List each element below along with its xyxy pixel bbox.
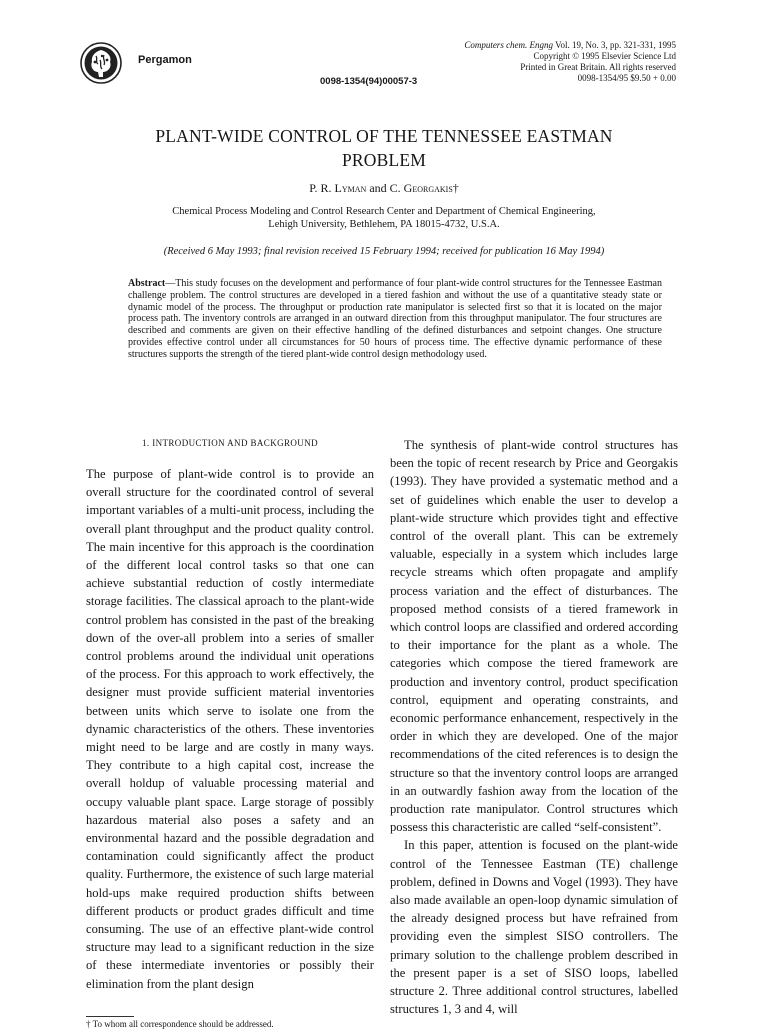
body-paragraph: In this paper, attention is focused on the plant-wide control of the Tennessee Eastman (TE) challenge problem, defined in Downs and Vogel (1993). They have also made available an open-loop dynamic simulation of the already designed process but have refrained from providing even the simplest SISO controllers. The primary solution to the challenge problem described in the present paper is a set of SISO loops, labelled structure 2. Three additional control structures, labelled structures 1, 3 and 4, will [390,838,678,1017]
abstract-text: —This study focuses on the development and performance of four plant-wide control structures for the Tennessee Eastman challenge problem. The control structures are developed in a tiered fashion and without the use of a quantitative steady state or dynamic model of the process. The throughput or production rate manipulator is selected first so that it is located on the major process path. The inventory controls are arranged in an outward direction from this throughput manipulator. The four structures are described and comments are given on their effective handling of the defined disturbances and setpoint changes. One structure provides effective control under all circumstances for 50 hours of process time. The effective dynamic performance of these structures supports the strength of the tiered plant-wide control design methodology used. [128,278,662,360]
journal-name: Computers chem. Engng [464,40,554,50]
authors-and: and [366,181,390,195]
dagger-mark: † [452,181,459,195]
journal-line [464,40,676,51]
journal-meta: Vol. 19, No. 3, pp. 321-331, 1995 [555,40,676,50]
author-2-name: Georgakis [403,181,453,195]
price-code: 0098-1354/95 $9.50 + 0.00 [577,73,676,83]
abstract [128,278,662,361]
publication-info [464,40,676,84]
footnote-rule [86,1016,134,1017]
author-1-initials: P. R. [309,181,335,195]
body-paragraph: The purpose of plant-wide control is to provide an overall structure for the coordinated control of several important variables of a multi-unit process, including the overall plant throughput and the product quality control. The main incentive for this approach is the coordination of the different local control tasks so that one can achieve substantial reduction of costly intermediate storage facilities. The classical aproach to the plant-wide control problem has consisted in the past of the breaking down of the over-all problem into a series of smaller control problems around the individual unit operations of the process. For this approach to work effectively, the designer must provide sufficient material inventories between units which serve to isolate one from the dynamic characteristics of the others. These inventories might need to be large and are costly in many ways. They contribute to a high capital cost, increase the overall holdup of valuable processing material and occupy valuable plant space. Large storage of possibly hazardous material also poses a safety and an environmental hazard and the possible degradation and contamination could significantly affect the product quality. Furthermore, the existence of such large material hold-ups make required production shifts between different products or product grades difficult and time consuming. The use of an effective plant-wide control structure may lead to a significant reduction in the size of these intermediate inventories or possibly their elimination from the plant design [86,467,374,991]
authors [0,181,768,196]
right-column [390,436,678,1019]
paper-title [0,124,768,172]
left-column [86,465,374,993]
section-heading: 1. INTRODUCTION AND BACKGROUND [142,438,318,448]
copyright-line: Copyright © 1995 Elsevier Science Ltd [533,51,676,61]
author-2-initials: C. [389,181,404,195]
affiliation-line-2: Lehigh University, Bethlehem, PA 18015-4732, U.S.A. [268,219,500,230]
affiliation [0,205,768,231]
document-id: 0098-1354(94)00057-3 [320,76,418,87]
footnote: † To whom all correspondence should be addressed. [86,1019,274,1029]
title-line-2: PROBLEM [341,150,427,170]
publisher-name: Pergamon [138,54,192,66]
body-paragraph: The synthesis of plant-wide control structures has been the topic of recent research by Price and Georgakis (1993). They have provided a systematic method and a set of guidelines which enable the user to develop a plant-wide structure which provides tight and effective control of the overall plant. This can be extremely valuable, especially in a system which includes large recycle streams which often propagate and amplify process variation and the effect of disturbances. The proposed method consists of a tiered framework in which control loops are classified and ordered according to their importance for the plant as a whole. The categories which compose the tiered framework are production and inventory control, product specification control, equipment and operating constraints, and economic performance enhancement, respectively in the order in which they are developed. One of the major recommendations of the cited references is to design the structure so that the inventory control loops are arranged in an outwardly fashion away from the location of the production rate manipulator. Control structures which possess this characteristic are called “self-consistent”. [390,438,678,835]
abstract-label: Abstract [128,278,166,289]
author-1-name: Lyman [334,181,367,195]
received-dates: (Received 6 May 1993; final revision received 15 February 1994; received for publication 16 May 1994) [163,246,605,257]
elsevier-tree-logo-icon [80,42,122,84]
affiliation-line-1: Chemical Process Modeling and Control Research Center and Department of Chemical Engineering, [172,206,596,217]
printed-line: Printed in Great Britain. All rights reserved [520,62,676,72]
title-line-1: PLANT-WIDE CONTROL OF THE TENNESSEE EASTMAN [155,126,613,146]
